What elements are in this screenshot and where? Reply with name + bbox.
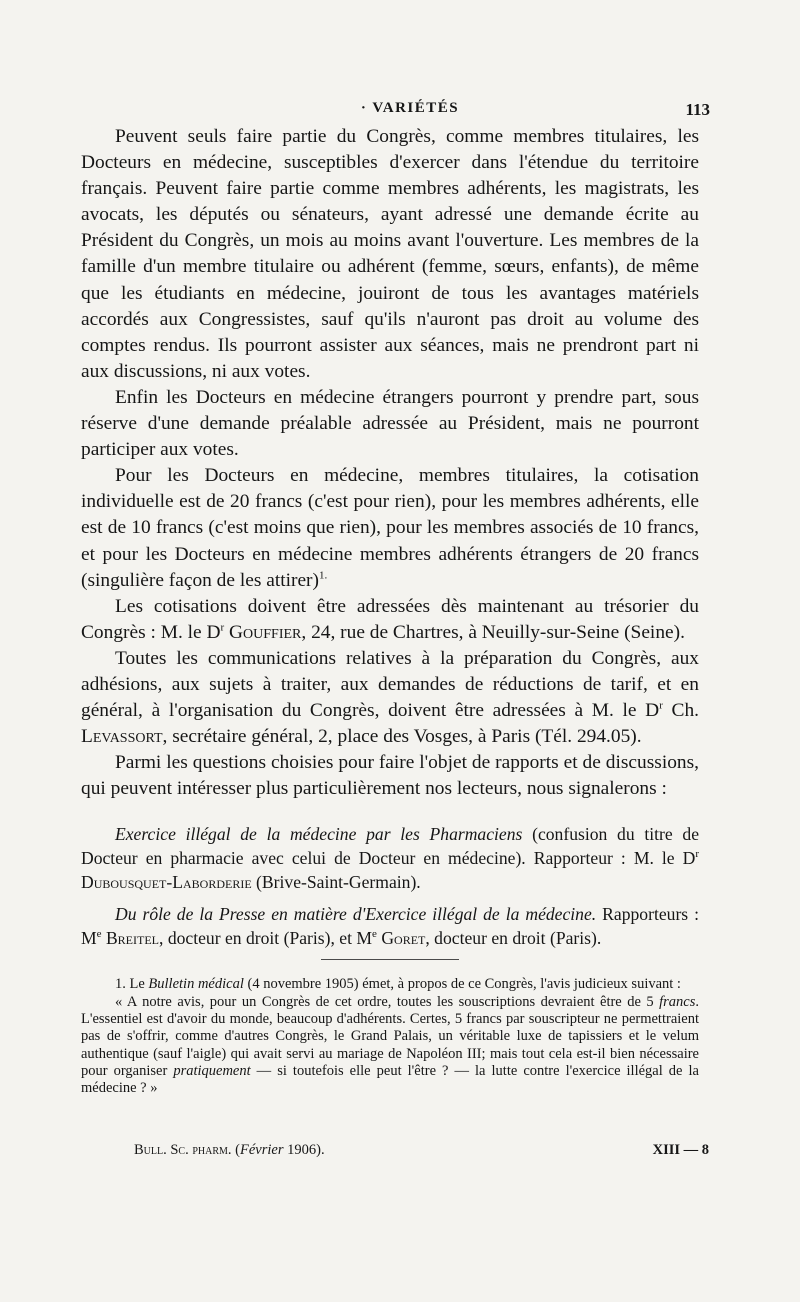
fees-text: Pour les Docteurs en médecine, membres titulaires, la cotisation individuelle est de 20 francs (c'est pour rien), pour les membres adhérents, elle est de 10 francs (c'est moins que rien), pour les membres associés de 10 francs, et pour les Docteurs en médecine membres adhérents étrangers de 20 francs (singulière façon de les attirer) <box>81 465 699 591</box>
communications-text: Toutes les communications relatives à la préparation du Congrès, aux adhésions, aux sujets à traiter, aux demandes de réductions de tarif, et en général, à l'organisation du Congrès, doivent être adressées à M. le D <box>81 647 699 722</box>
footnote <box>81 976 699 1097</box>
topic-item: Exercice illégal de la médecine par les Pharmaciens (confusion du titre de Docteur en pharmacie avec celui de Docteur en médecine). Rapporteur : M. le $D^r$ Dubousquet-Laborderie (Brive-Saint-Germain). <box>81 824 700 892</box>
paragraph-fees <box>81 463 699 593</box>
journal-title: Bulletin médical <box>148 976 244 993</box>
treasurer-title-sup: r <box>220 621 225 634</box>
rapporteur-name: Dubousquet-Laborderie <box>81 871 252 892</box>
paragraph-membership: Peuvent seuls faire partie du Congrès, comme membres titulaires, les Docteurs en médecine, susceptibles d'exercer dans l'étendue du territoire français. Peuvent faire partie comme membres adhérents, les magistrats, les avocats, les députés ou sénateurs, ayant adressé une demande écrite au Président du Congrès, un mois au moins avant l'ouverture. Les membres de la famille d'un membre titulaire ou adhérent (femme, sœurs, enfants), de même que les étudiants en médecine, jouiront de tous les avantages matériels accordés aux Congressistes, sauf qu'ils n'auront pas droit au volume des comptes rendus. Ils pourront assister aux séances, mais ne prendront part ni aux discussions, ni aux votes. <box>81 126 699 382</box>
topic-list <box>81 823 699 950</box>
page-footer <box>134 1142 709 1162</box>
footnote-quote: « A notre avis, pour un Congrès de cet ordre, toutes les souscriptions devraient être de 5 francs. L'essentiel est d'avoir du monde, beaucoup d'adhérents. Certes, 5 francs par souscripteur ne permettraient pas de s'offrir, comme d'autres Congrès, le Grand Palais, un véritable luxe de tapissiers et le velum authentique (sauf l'aigle) qui avait servi au mariage de Napoléon III; mais tout cela est-il bien nécessaire pour organiser pratiquement — si toutefois elle peut l'être ? — la lutte contre l'exercice illégal de la médecine ? » <box>81 993 699 1097</box>
running-title: · VARIÉTÉS <box>360 100 460 116</box>
paragraph-topics-intro: Parmi les questions choisies pour faire l'objet de rapports et de discussions, qui peuvent intéresser plus particulièrement nos lecteurs, nous signalerons : <box>81 752 699 800</box>
treasurer-name: Gouffier <box>229 621 302 643</box>
treasurer-address: , 24, rue de Chartres, à Neuilly-sur-Seine (Seine). <box>301 621 685 643</box>
topic-title: Exercice illégal de la médecine par les Pharmaciens <box>115 824 523 845</box>
running-head <box>110 100 710 124</box>
main-text <box>81 124 699 1097</box>
paragraph-foreign-doctors: Enfin les Docteurs en médecine étrangers pourront y prendre part, sous réserve d'une demande préalable adressée au Président, mais ne pourront participer aux votes. <box>81 386 699 461</box>
signature-mark: XIII — 8 <box>652 1142 709 1158</box>
paragraph-communications <box>81 646 699 750</box>
footnote-paragraph: 1. Le Bulletin médical (4 novembre 1905) émet, à propos de ce Congrès, l'avis judicieux suivant : <box>115 976 681 993</box>
rapporteur-name: Goret <box>376 927 426 948</box>
footnote-divider <box>321 959 459 960</box>
journal-citation: Bull. Sc. pharm. (Février 1906). <box>134 1142 325 1158</box>
secretary-title-sup: r <box>659 699 663 712</box>
page-number: 113 <box>685 100 710 119</box>
secretary-prefix: Ch. <box>662 700 699 722</box>
footnote-reference: 1. <box>318 569 328 582</box>
paragraph-treasurer <box>81 594 699 646</box>
topic-item: Du rôle de la Presse en matière d'Exercice illégal de la médecine. Rapporteurs : Me Breitel, docteur en droit (Paris), et Me Goret, docteur en droit (Paris). <box>81 904 699 948</box>
rapporteur-name: Breitel <box>101 927 160 948</box>
treasurer-intro: Les cotisations doivent être adressées dès maintenant au trésorier du Congrès : M. le D <box>81 595 699 643</box>
topic-title: Du rôle de la Presse en matière d'Exercice illégal de la médecine. <box>115 904 597 925</box>
secretary-address: , secrétaire général, 2, place des Vosges, à Paris (Tél. 294.05). <box>162 726 642 748</box>
secretary-name: Levassort <box>81 726 163 748</box>
